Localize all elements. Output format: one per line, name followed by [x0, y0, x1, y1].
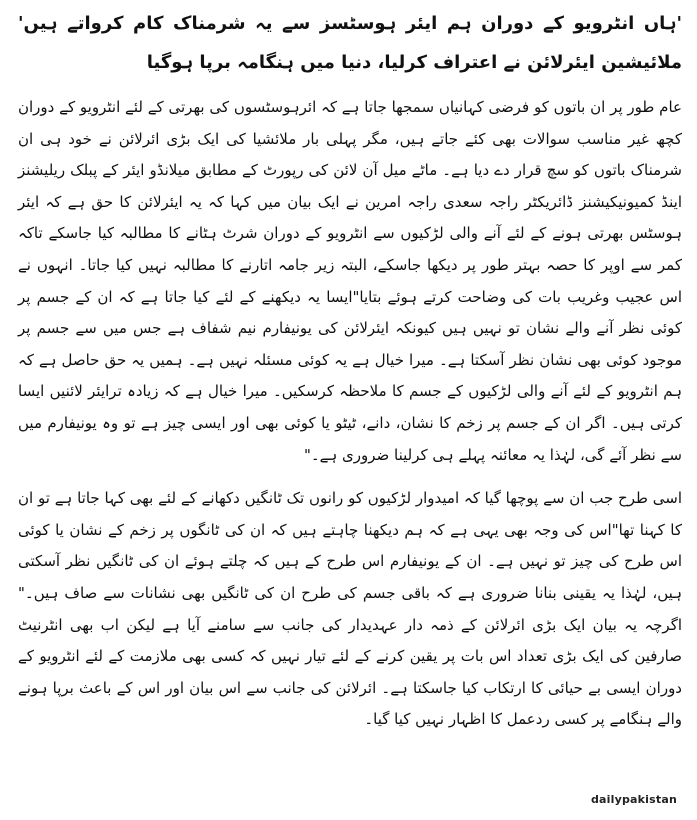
paragraph-2: اسی طرح جب ان سے پوچھا گیا کہ امیدوار لڑکیوں کو رانوں تک ٹانگیں دکھانے کے لئے بھی کہا جاتا ہے تو ان کا کہنا تھا"اس کی وجہ بھی یہی ہے کہ ہم دیکھنا چاہتے ہیں کہ ان کی ٹانگوں پر زخم کے نشان یا کوئی اس طرح کی چیز تو نہیں ہے۔ ان کے یونیفارم اس طرح کے ہیں کہ چلتے ہوئے ان کی ٹانگیں نظر آسکتی ہیں، لہٰذا یہ یقینی بنانا ضروری ہے کہ باقی جسم کی طرح ان کی ٹانگیں بھی نشانات سے صاف ہیں۔" اگرچہ یہ بیان ایک بڑی ائرلائن کے ذمہ دار عہدیدار کی جانب سے سامنے آیا ہے لیکن اب بھی انٹرنیٹ صارفین کی ایک بڑی تعداد اس بات پر یقین کرنے کے لئے تیار نہیں کہ کسی بھی ملازمت کے لئے انٹرویو کے دوران ایسی بے حیائی کا ارتکاب کیا جاسکتا ہے۔ ائرلائن کی جانب سے اس بیان اور اس کے باعث برپا ہونے والے ہنگامے پر کسی ردعمل کا اظہار نہیں کیا گیا۔: [18, 489, 682, 729]
headline: 'ہاں انٹرویو کے دوران ہم ایئر ہوسٹسز سے یہ شرمناک کام کرواتے ہیں' ملائیشین ایئرلائن نے اعتراف کرلیا، دنیا میں ہنگامہ برپا ہوگیا: [18, 13, 682, 73]
article: [18, 4, 682, 748]
source-watermark: dailypakistan: [590, 793, 677, 806]
paragraph-1: عام طور پر ان باتوں کو فرضی کہانیاں سمجھا جاتا ہے کہ ائرہوسٹسوں کی بھرتی کے لئے انٹرویو کے دوران کچھ غیر مناسب سوالات بھی کئے جاتے ہیں، مگر پہلی بار ملائشیا کی ایک بڑی ائرلائن نے خود ہی ان شرمناک باتوں کو سچ قرار دے دیا ہے۔ ماٹے میل آن لائن کی رپورٹ کے مطابق میلانڈو ایئر کے پبلک ریلیشنز اینڈ کمیونیکیشنز ڈائریکٹر راجہ سعدی راجہ امرین نے ایک بیان میں کہا کہ یہ ایئرلائن کا حق ہے کہ ایئر ہوسٹس بھرتی ہونے کے لئے آنے والی لڑکیوں سے انٹرویو کے دوران شرٹ ہٹانے کا مطالبہ کیا جاسکے تاکہ کمر سے اوپر کا حصہ بہتر طور پر دیکھا جاسکے، البتہ زیر جامہ اتارنے کا مطالبہ نہیں کیا جاتا۔ انہوں نے اس عجیب وغریب بات کی وضاحت کرتے ہوئے بتایا"ایسا یہ دیکھنے کے لئے کیا جاتا ہے کہ ان کے جسم پر کوئی نظر آنے والے نشان تو نہیں ہیں کیونکہ ایئرلائن کی یونیفارم نیم شفاف ہے جس میں سے جسم پر موجود کوئی بھی نشان نظر آسکتا ہے۔ میرا خیال ہے یہ کوئی مسئلہ نہیں ہے۔ ہمیں یہ حق حاصل ہے کہ ہم انٹرویو کے لئے آنے والی لڑکیوں کے جسم کا ملاحظہ کرسکیں۔ میرا خیال ہے کہ زیادہ ترایئر لائنیں ایسا کرتی ہیں۔ اگر ان کے جسم پر زخم کا نشان، دانے، ٹیٹو یا کوئی بھی اور ایسی چیز ہے تو وہ یونیفارم میں سے نظر آئے گی، لہٰذا یہ معائنہ پہلے ہی کرلینا ضروری ہے۔": [18, 98, 682, 464]
